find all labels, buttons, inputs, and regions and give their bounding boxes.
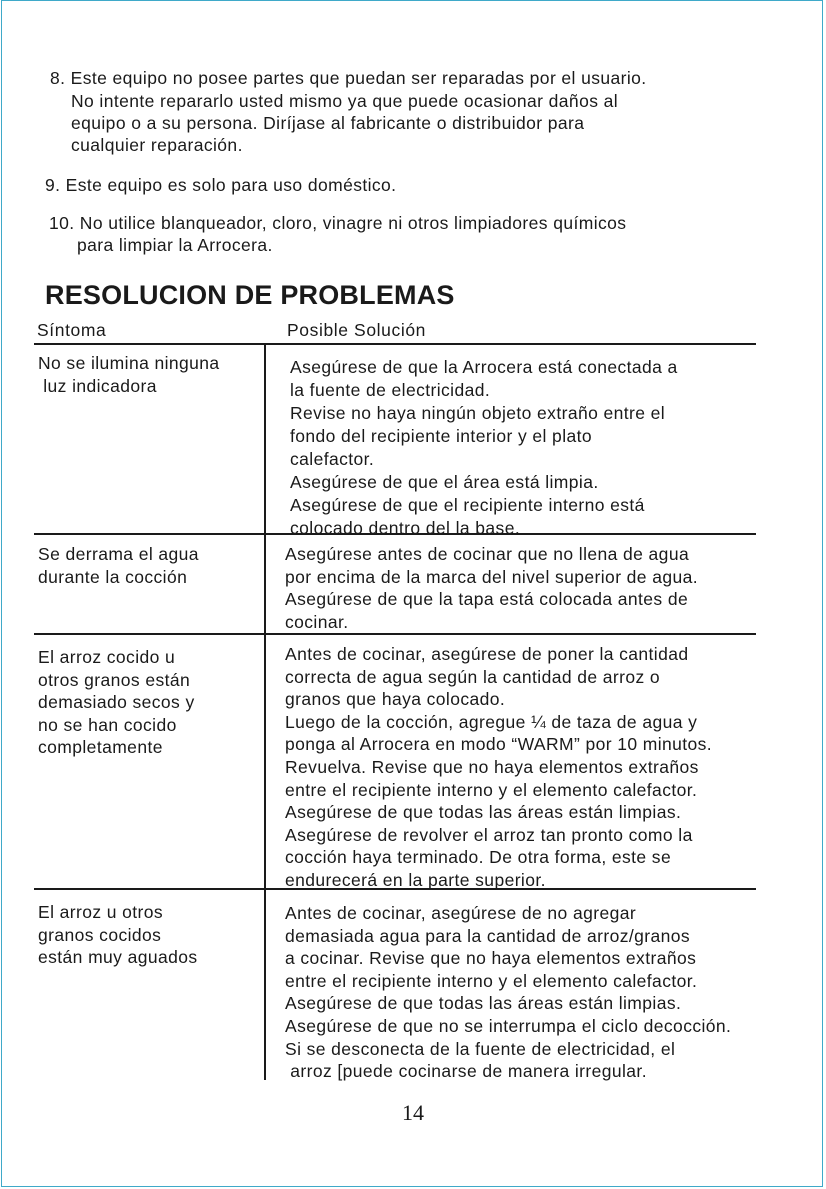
section-title: RESOLUCION DE PROBLEMAS	[45, 280, 455, 310]
row-3-solution-line: ponga al Arrocera en modo “WARM” por 10 minutos.	[285, 734, 713, 755]
row-3-symptom-line: otros granos están	[38, 669, 191, 690]
row-3-solution-line: Revuelva. Revise que no haya elementos extraños	[285, 756, 699, 777]
row-4-solution-line: Si se desconecta de la fuente de electricidad, el	[285, 1038, 676, 1059]
row-3-symptom-line: demasiado secos y	[38, 692, 195, 713]
row-4-symptom-line: El arroz u otros	[38, 902, 164, 922]
item-8-line-3: equipo o a su persona. Diríjase al fabricante o distribuidor para	[71, 113, 585, 133]
row-2-symptom-line: durante la cocción	[38, 566, 188, 587]
row-1-solution-line: la fuente de electricidad.	[290, 380, 491, 400]
item-8-line-1: 8. Este equipo no posee partes que puedan ser reparadas por el usuario.	[50, 68, 647, 88]
row-1-solution-line: Asegúrese de que el área está limpia.	[290, 472, 599, 492]
column-divider	[264, 343, 266, 1080]
row-2-solution	[285, 543, 698, 633]
row-4-solution-line: entre el recipiente interno y el elemento calefactor.	[285, 970, 698, 991]
row-3-symptom-line: no se han cocido	[38, 714, 177, 735]
row-1-solution	[290, 356, 678, 540]
row-1-symptom	[38, 352, 220, 397]
row-2-symptom	[38, 543, 199, 588]
row-3-solution-line: Antes de cocinar, asegúrese de poner la cantidad	[285, 644, 689, 664]
row-4-solution-line: a cocinar. Revise que no haya elementos extraños	[285, 948, 697, 969]
row-3-solution-line: Asegúrese de que todas las áreas están limpias.	[285, 802, 682, 823]
row-3-solution-line: Luego de la cocción, agregue ¼ de taza de agua y	[285, 711, 698, 732]
item-9-line-1: 9. Este equipo es solo para uso doméstico.	[45, 175, 397, 195]
header-rule	[34, 343, 756, 345]
row-3-solution-line: Asegúrese de revolver el arroz tan pronto como la	[285, 824, 693, 845]
symptom-column-header: Síntoma	[37, 320, 107, 340]
item-8-line-4: cualquier reparación.	[71, 135, 243, 155]
row-3-solution	[285, 643, 712, 892]
row-4-solution-line: demasiada agua para la cantidad de arroz/granos	[285, 925, 691, 946]
row-4-symptom	[38, 901, 198, 969]
row-3-solution-line: cocción haya terminado. De otra forma, este se	[285, 847, 672, 868]
row-1-symptom-line: luz indicadora	[38, 375, 157, 396]
row-1-solution-line: colocado dentro del la base.	[290, 518, 521, 538]
item-10-line-1: 10. No utilice blanqueador, cloro, vinagre ni otros limpiadores químicos	[49, 213, 627, 233]
row-1-solution-line: calefactor.	[290, 449, 375, 469]
row-2-solution-line: Asegúrese de que la tapa está colocada antes de	[285, 589, 689, 610]
row-2-solution-line: por encima de la marca del nivel superior de agua.	[285, 566, 698, 587]
row-2-solution-line: Asegúrese antes de cocinar que no llena de agua	[285, 544, 690, 564]
row-3-solution-line: granos que haya colocado.	[285, 689, 506, 710]
row-4-solution-line: arroz [puede cocinarse de manera irregular.	[285, 1061, 647, 1082]
row-1-solution-line: fondo del recipiente interior y el plato	[290, 426, 593, 446]
row-3-symptom-line: El arroz cocido u	[38, 647, 176, 667]
row-2-solution-line: cocinar.	[285, 611, 349, 632]
row-4-symptom-line: granos cocidos	[38, 924, 162, 945]
item-8-line-2: No intente repararlo usted mismo ya que puede ocasionar daños al	[71, 91, 619, 111]
row-3-solution-line: entre el recipiente interno y el elemento calefactor.	[285, 779, 698, 800]
row-3-symptom	[38, 646, 195, 759]
row-4-solution-line: Asegúrese de que no se interrumpa el ciclo decocción.	[285, 1015, 732, 1036]
row-3-solution-line: endurecerá en la parte superior.	[285, 869, 546, 890]
row-4-solution	[285, 902, 731, 1083]
row-1-symptom-line: No se ilumina ninguna	[38, 353, 220, 373]
row-4-solution-line: Antes de cocinar, asegúrese de no agregar	[285, 903, 637, 923]
row-3-solution-line: correcta de agua según la cantidad de arroz o	[285, 666, 661, 687]
row-1-solution-line: Asegúrese de que el recipiente interno está	[290, 495, 645, 515]
row-4-solution-line: Asegúrese de que todas las áreas están limpias.	[285, 993, 682, 1014]
row-3-symptom-line: completamente	[38, 737, 163, 758]
row-1-solution-line: Revise no haya ningún objeto extraño entre el	[290, 403, 666, 423]
solution-column-header: Posible Solución	[287, 320, 426, 340]
page-number: 14	[402, 1100, 424, 1125]
item-10-line-2: para limpiar la Arrocera.	[77, 235, 273, 255]
row-1-solution-line: Asegúrese de que la Arrocera está conectada a	[290, 357, 678, 377]
row-4-symptom-line: están muy aguados	[38, 947, 198, 968]
row-2-symptom-line: Se derrama el agua	[38, 544, 199, 564]
